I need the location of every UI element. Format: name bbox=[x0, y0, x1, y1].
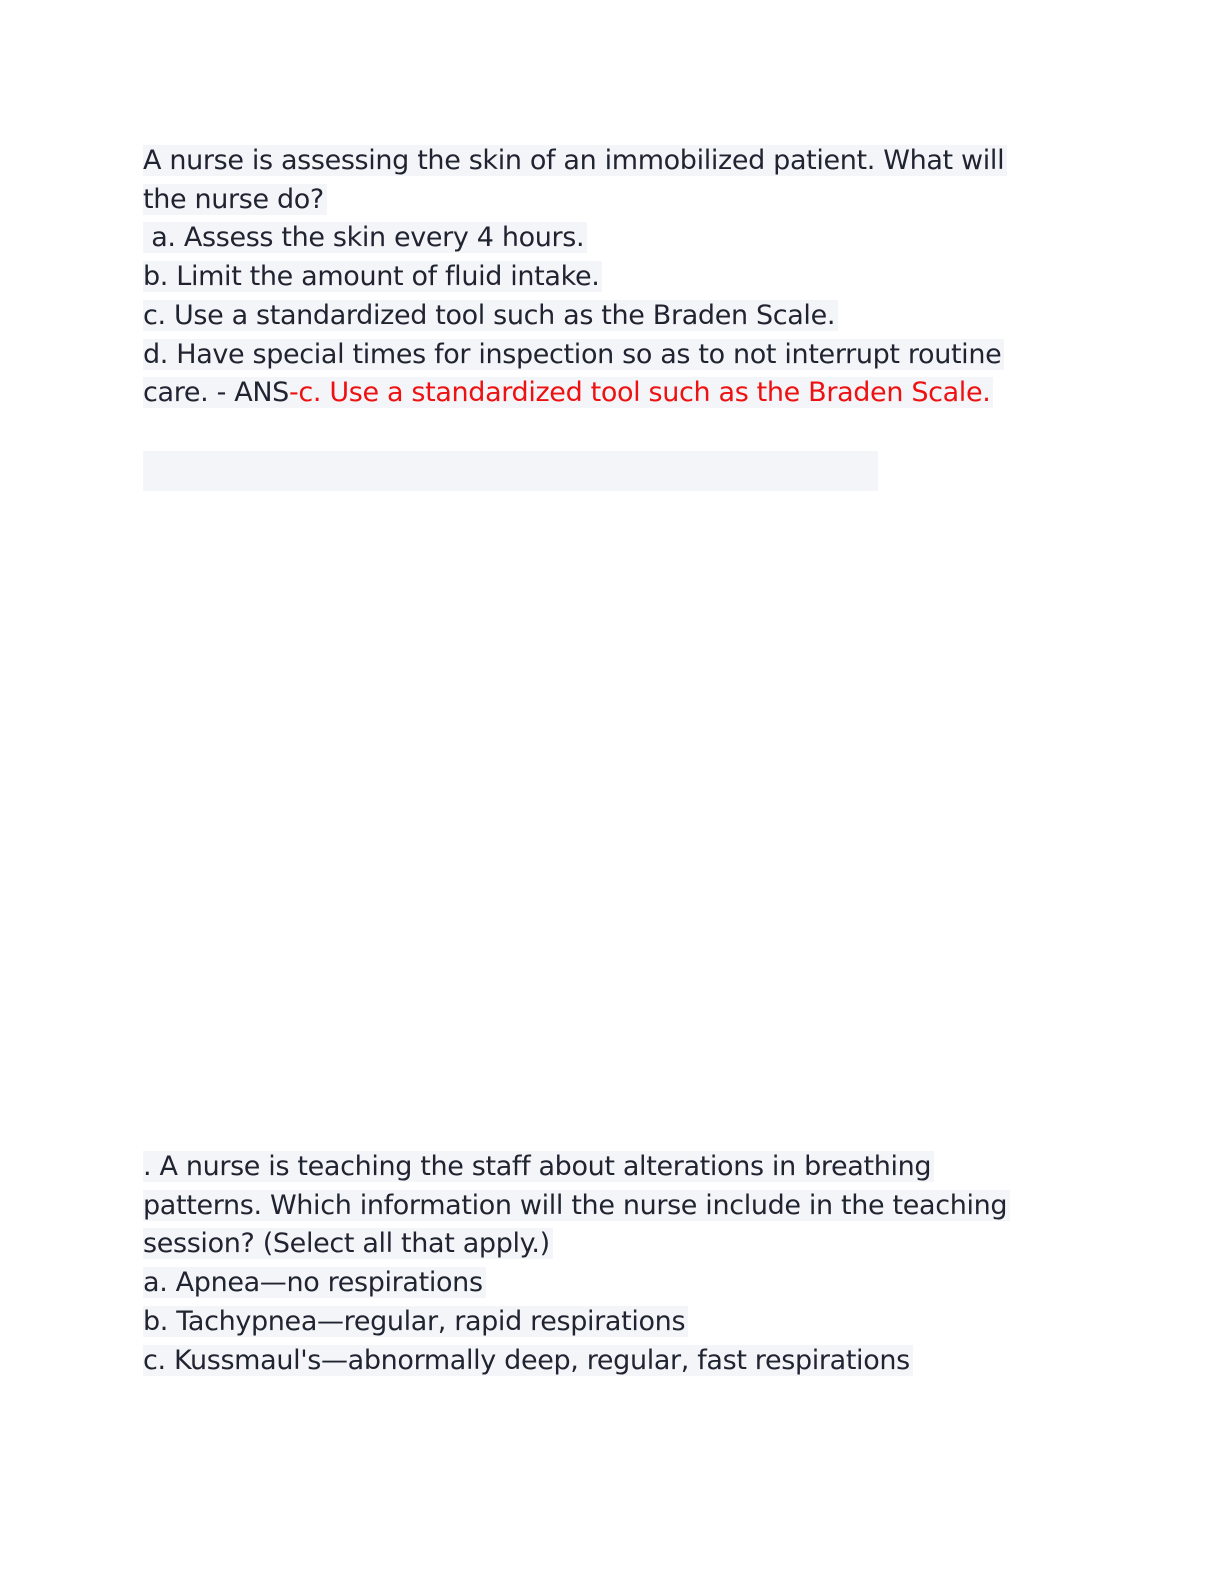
question-1-stem-line-2: the nurse do? bbox=[143, 181, 1007, 220]
question-2-option-b: b. Tachypnea—regular, rapid respirations bbox=[143, 1303, 1010, 1342]
question-2-stem-line-3: session? (Select all that apply.) bbox=[143, 1225, 1010, 1264]
question-1-option-b: b. Limit the amount of fluid intake. bbox=[143, 258, 1007, 297]
answer-text: -c. Use a standardized tool such as the Braden Scale. bbox=[288, 377, 991, 409]
question-1 bbox=[143, 142, 1007, 413]
question-1-option-c: c. Use a standardized tool such as the Braden Scale. bbox=[143, 297, 1007, 336]
question-2-stem-line-2: patterns. Which information will the nurse include in the teaching bbox=[143, 1187, 1010, 1226]
question-1-answer-line bbox=[143, 374, 1007, 413]
question-1-stem-line-1: A nurse is assessing the skin of an immobilized patient. What will bbox=[143, 142, 1007, 181]
question-1-option-d: d. Have special times for inspection so as to not interrupt routine bbox=[143, 336, 1007, 375]
blank-highlighted-line bbox=[143, 451, 878, 491]
question-2-stem-line-1: . A nurse is teaching the staff about alterations in breathing bbox=[143, 1148, 1010, 1187]
question-1-option-a: a. Assess the skin every 4 hours. bbox=[143, 219, 1007, 258]
answer-prefix: care. - ANS bbox=[143, 377, 289, 409]
question-2 bbox=[143, 1148, 1010, 1380]
question-2-option-a: a. Apnea—no respirations bbox=[143, 1264, 1010, 1303]
question-2-option-c: c. Kussmaul's—abnormally deep, regular, fast respirations bbox=[143, 1342, 1010, 1381]
